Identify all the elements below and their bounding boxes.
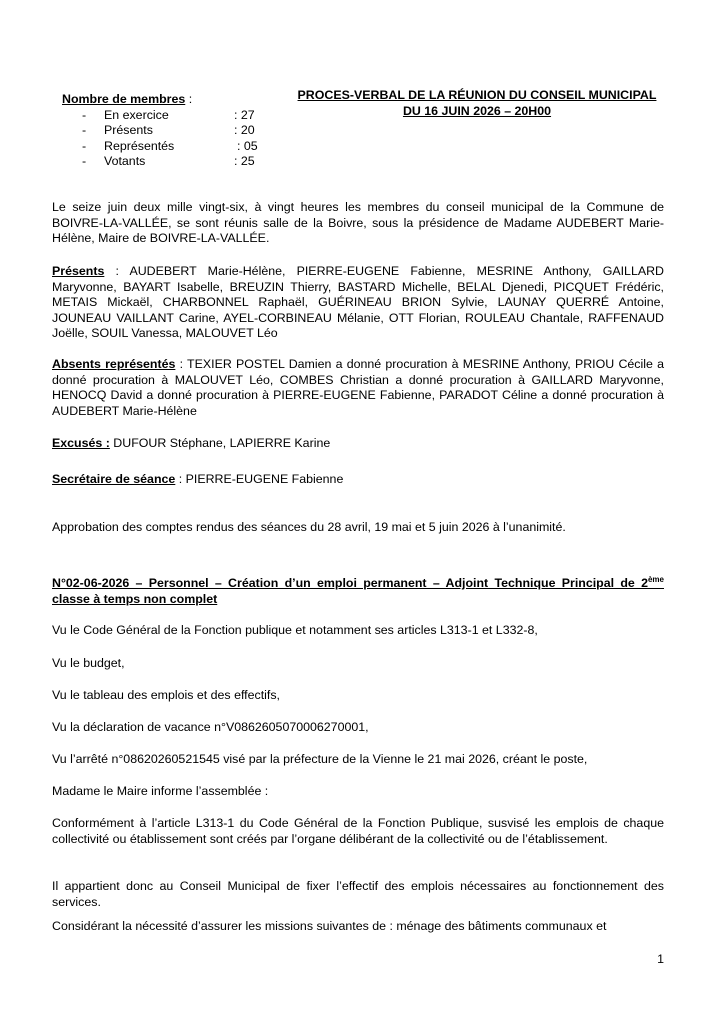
deliberation-title-main: N°02-06-2026 – Personnel – Création d’un emploi permanent – Adjoint Technique Principal de 2 [52,576,648,590]
presents-label: Présents [52,264,105,278]
considerant-paragraph: Considérant la nécessité d’assurer les missions suivantes de : ménage des bâtiments communaux et [52,919,607,933]
title-date-line: DU 16 JUIN 2026 – 20H00 [402,103,552,118]
deliberation-title-superscript: ème [647,574,664,584]
presents-paragraph [52,264,664,342]
absents-label: Absents représentés [52,357,176,371]
members-row-value: : 27 [234,107,255,122]
members-row-label: Votants [104,154,146,168]
secretaire-label: Secrétaire de séance [52,472,176,486]
members-heading-suffix: : [185,92,193,106]
deliberation-title [52,576,664,607]
appartient-paragraph: Il appartient donc au Conseil Municipal de fixer l’effectif des emplois nécessaires au fonctionnement des services. [52,879,664,909]
members-block [62,92,282,170]
members-row-label: En exercice [104,107,169,122]
vu-paragraph: Vu le Code Général de la Fonction publique et notamment ses articles L313-1 et L332-8, [52,623,538,637]
members-row: - En exercice : 27 [82,107,255,122]
maire-informe-paragraph: Madame le Maire informe l’assemblée : [52,784,269,798]
members-row: - Votants : 25 [82,154,255,168]
members-row-label: Présents [104,123,153,137]
members-heading-row [62,92,282,108]
excuses-paragraph [52,436,664,452]
approbation-paragraph: Approbation des comptes rendus des séances du 28 avril, 19 mai et 5 juin 2026 à l’unanimité. [52,520,566,534]
vu-paragraph: Vu le budget, [52,656,125,670]
document-title [288,88,666,119]
vu-paragraph: Vu le tableau des emplois et des effectifs, [52,688,280,702]
excuses-label: Excusés : [52,436,110,450]
members-row-label: Représentés [104,138,175,153]
secretaire-text: : PIERRE-EUGENE Fabienne [175,472,344,486]
members-row: - Présents : 20 [82,123,255,137]
members-row-value: : 05 [237,138,258,153]
absents-text: : TEXIER POSTEL Damien a donné procuration à MESRINE Anthony, PRIOU Cécile a donné procuration à MALOUVET Léo, COMBES Christian a donné procuration à GAILLARD Maryvonne, HENOCQ David a donné procuration à PIERRE-EUGENE Fabienne, PARADOT Céline a donné procuration à AUDEBERT Marie-Hélène [52,357,664,418]
members-heading: Nombre de membres [62,92,186,106]
intro-paragraph: Le seize juin deux mille vingt-six, à vingt heures les membres du conseil municipal de la Commune de BOIVRE-LA-VALLÉE, se sont réunis salle de la Boivre, sous la présidence de Madame AUDEBERT Marie-Hélène, Maire de BOIVRE-LA-VALLÉE. [52,200,664,245]
title-line: PROCES-VERBAL DE LA RÉUNION DU CONSEIL MUNICIPAL [297,88,657,102]
members-row-value: : 20 [234,123,255,137]
absents-paragraph [52,357,664,419]
members-row: - Représentés : 05 [82,138,258,153]
conformement-paragraph: Conformément à l’article L313-1 du Code Général de la Fonction Publique, susvisé les emplois de chaque collectivité ou établissement sont créés par l’organe délibérant de la collectivité ou de l’établissement. [52,816,664,846]
vu-paragraph: Vu l’arrêté n°08620260521545 visé par la préfecture de la Vienne le 21 mai 2026, créant le poste, [52,752,588,766]
vu-paragraph: Vu la déclaration de vacance n°V0862605070006270001, [52,720,369,734]
deliberation-title-end: classe à temps non complet [52,591,218,606]
page-number: 1 [657,952,664,966]
excuses-text: DUFOUR Stéphane, LAPIERRE Karine [109,436,331,450]
members-row-value: : 25 [234,154,255,168]
secretaire-paragraph [52,472,664,488]
presents-text: : AUDEBERT Marie-Hélène, PIERRE-EUGENE Fabienne, MESRINE Anthony, GAILLARD Maryvonne, BAYART Isabelle, BREUZIN Thierry, BASTARD Michelle, BELAL Djenedi, PICQUET Frédéric, METAIS Mickaël, CHARBONNEL Raphaël, GUÉRINEAU BRION Sylvie, LAUNAY QUERRÉ Antoine, JOUNEAU VAILLANT Carine, AYEL-CORBINEAU Mélanie, OTT Florian, ROULEAU Chantale, RAFFENAUD Joëlle, SOUIL Vanessa, MALOUVET Léo [52,264,664,340]
